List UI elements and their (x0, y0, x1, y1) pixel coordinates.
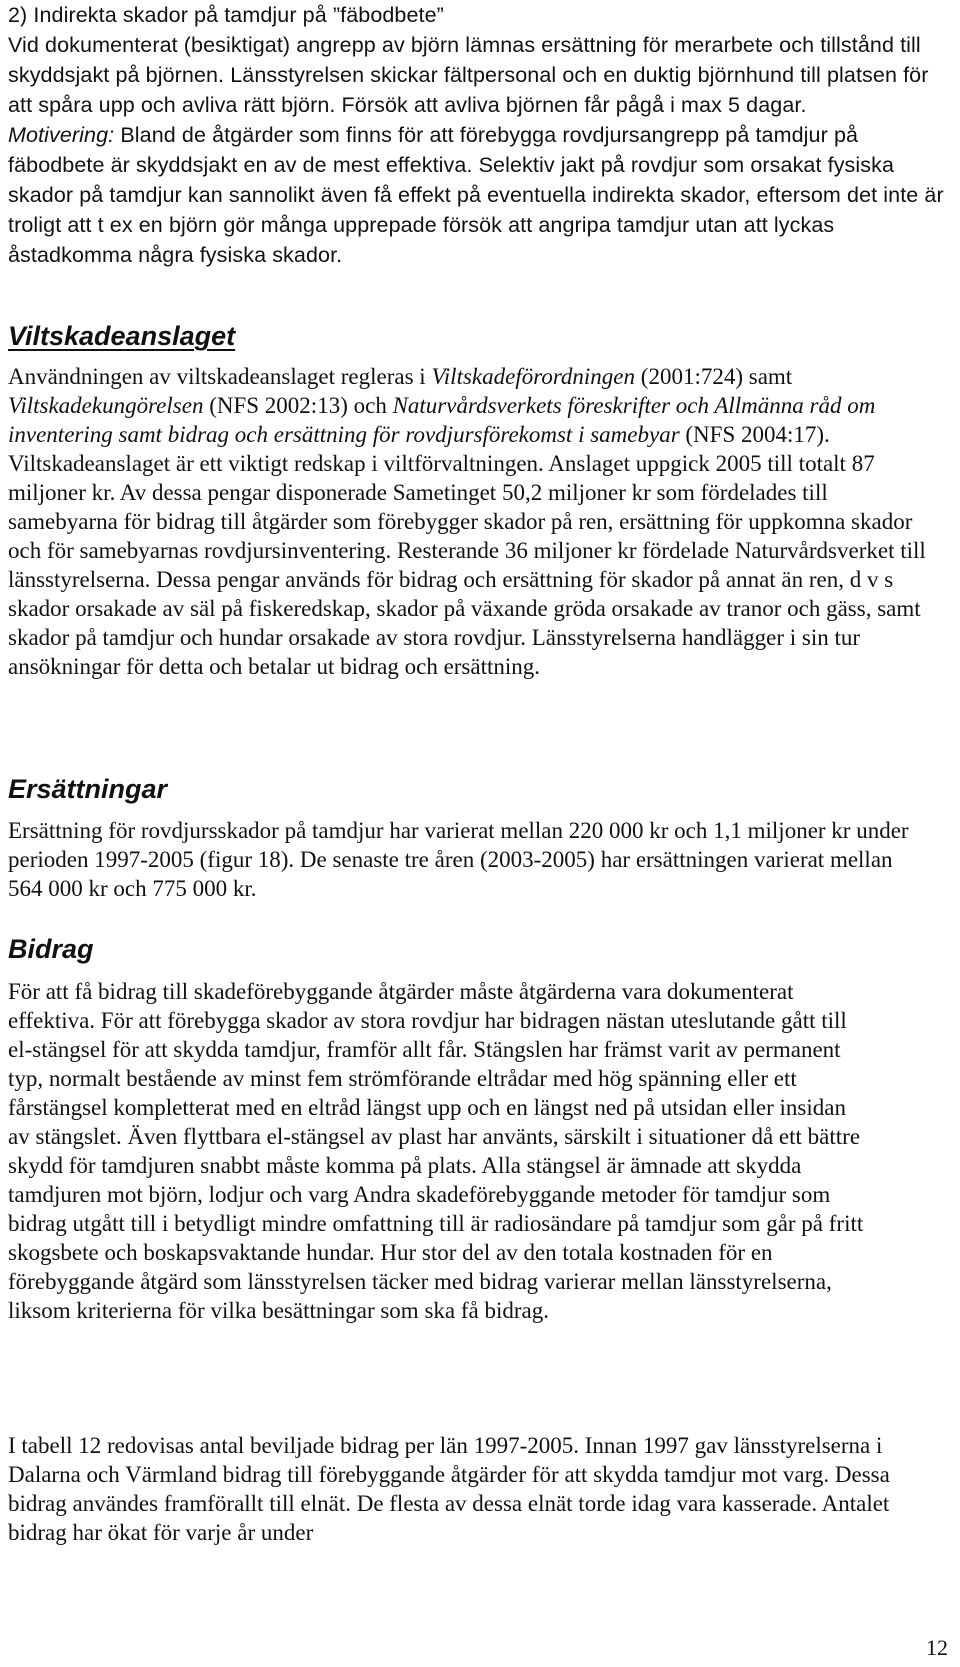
ersattningar-paragraph: Ersättning för rovdjursskador på tamdjur har varierat mellan 220 000 kr och 1,1 miljoner kr under perioden 1997-2005 (figur 18). De senaste tre åren (2003-2005) har ersättningen varierat mellan 564 000 kr och 775 000 kr. (8, 818, 909, 901)
p1-a: Användningen av viltskadeanslaget regleras i (8, 364, 432, 389)
viltskadeanslaget-paragraph (8, 362, 943, 681)
page-number: 12 (926, 1635, 948, 1660)
heading-ersattningar: Ersättningar (8, 774, 168, 804)
motivation-paragraph (8, 120, 948, 270)
motivation-text: Bland de åtgärder som finns för att förebygga rovdjursangrepp på tamdjur på fäbodbete är skyddsjakt en av de mest effektiva. Selektiv jakt på rovdjur som orsakat fysiska skador på tamdjur kan sannolikt även få effekt på eventuella indirekta skador, eftersom det inte är troligt att t ex en björn gör många upprepade försök att angripa tamdjur utan att lyckas åstadkomma några fysiska skador. (8, 123, 944, 267)
p1-e: (NFS 2002:13) och (203, 393, 393, 418)
bidrag-paragraph-2: I tabell 12 redovisas antal beviljade bidrag per län 1997-2005. Innan 1997 gav länsstyrelserna i Dalarna och Värmland bidrag till förebyggande åtgärder för att skydda tamdjur mot varg. Dessa bidrag användes framförallt till elnät. De flesta av dessa elnät torde idag vara kasserade. Antalet bidrag har ökat för varje år under (8, 1433, 890, 1545)
heading-viltskadeanslaget: Viltskadeanslaget (8, 321, 236, 351)
motivation-label: Motivering: (8, 123, 115, 147)
section-title: 2) Indirekta skador på tamdjur på ”fäbodbete” (8, 3, 444, 27)
section-indirect-injuries (8, 0, 948, 270)
p1-c: (2001:724) samt (635, 364, 793, 389)
p1-f: Naturvårdsverkets föreskrifter och Allmänna råd om inventering samt bidrag och ersättning för rovdjursförekomst i samebyar (8, 393, 876, 447)
section-body: Vid dokumenterat (besiktigat) angrepp av björn lämnas ersättning för merarbete och tillstånd till skyddsjakt på björnen. Länsstyrelsen skickar fältpersonal och en duktig björnhund till platsen för att spåra upp och avliva rätt björn. Försök att avliva björnen får pågå i max 5 dagar. (8, 33, 929, 117)
heading-bidrag: Bidrag (8, 934, 94, 964)
p1-d: Viltskadekungörelsen (8, 393, 204, 418)
bidrag-paragraph-1: För att få bidrag till skadeförebyggande åtgärder måste åtgärderna vara dokumenterat effektiva. För att förebygga skador av stora rovdjur har bidragen nästan uteslutande gått till el-stängsel för att skydda tamdjur, framför allt får. Stängslen har främst varit av permanent typ, normalt bestående av minst fem strömförande eltrådar med hög spänning eller ett fårstängsel kompletterat med en eltråd längst upp och en längst ned på utsidan eller insidan av stängslet. Även flyttbara el-stängsel av plast har använts, särskilt i situationer då ett bättre skydd för tamdjuren snabbt måste komma på plats. Alla stängsel är ämnade att skydda tamdjuren mot björn, lodjur och varg Andra skadeförebyggande metoder för tamdjur som bidrag utgått till i betydligt mindre omfattning till är radiosändare på tamdjur som går på fritt skogsbete och boskapsvaktande hundar. Hur stor del av den totala kostnaden för en förebyggande åtgärd som länsstyrelsen täcker med bidrag varierar mellan länsstyrelserna, liksom kriterierna för vilka besättningar som ska få bidrag. (8, 979, 864, 1323)
p1-b: Viltskadeförordningen (431, 364, 636, 389)
p1-g: (NFS 2004:17). Viltskadeanslaget är ett viktigt redskap i viltförvaltningen. Anslaget uppgick 2005 till totalt 87 miljoner kr. Av dessa pengar disponerade Sametinget 50,2 miljoner kr som fördelades till samebyarna för bidrag till åtgärder som förebygger skador på ren, ersättning för uppkomna skador och för samebyarnas rovdjursinventering. Resterande 36 miljoner kr fördelade Naturvårdsverket till länsstyrelserna. Dessa pengar används för bidrag och ersättning för skador på annat än ren, d v s skador orsakade av säl på fiskeredskap, skador på växande gröda orsakade av tranor och gäss, samt skador på tamdjur och hundar orsakade av stora rovdjur. Länsstyrelserna handlägger i sin tur ansökningar för detta och betalar ut bidrag och ersättning. (8, 422, 926, 679)
